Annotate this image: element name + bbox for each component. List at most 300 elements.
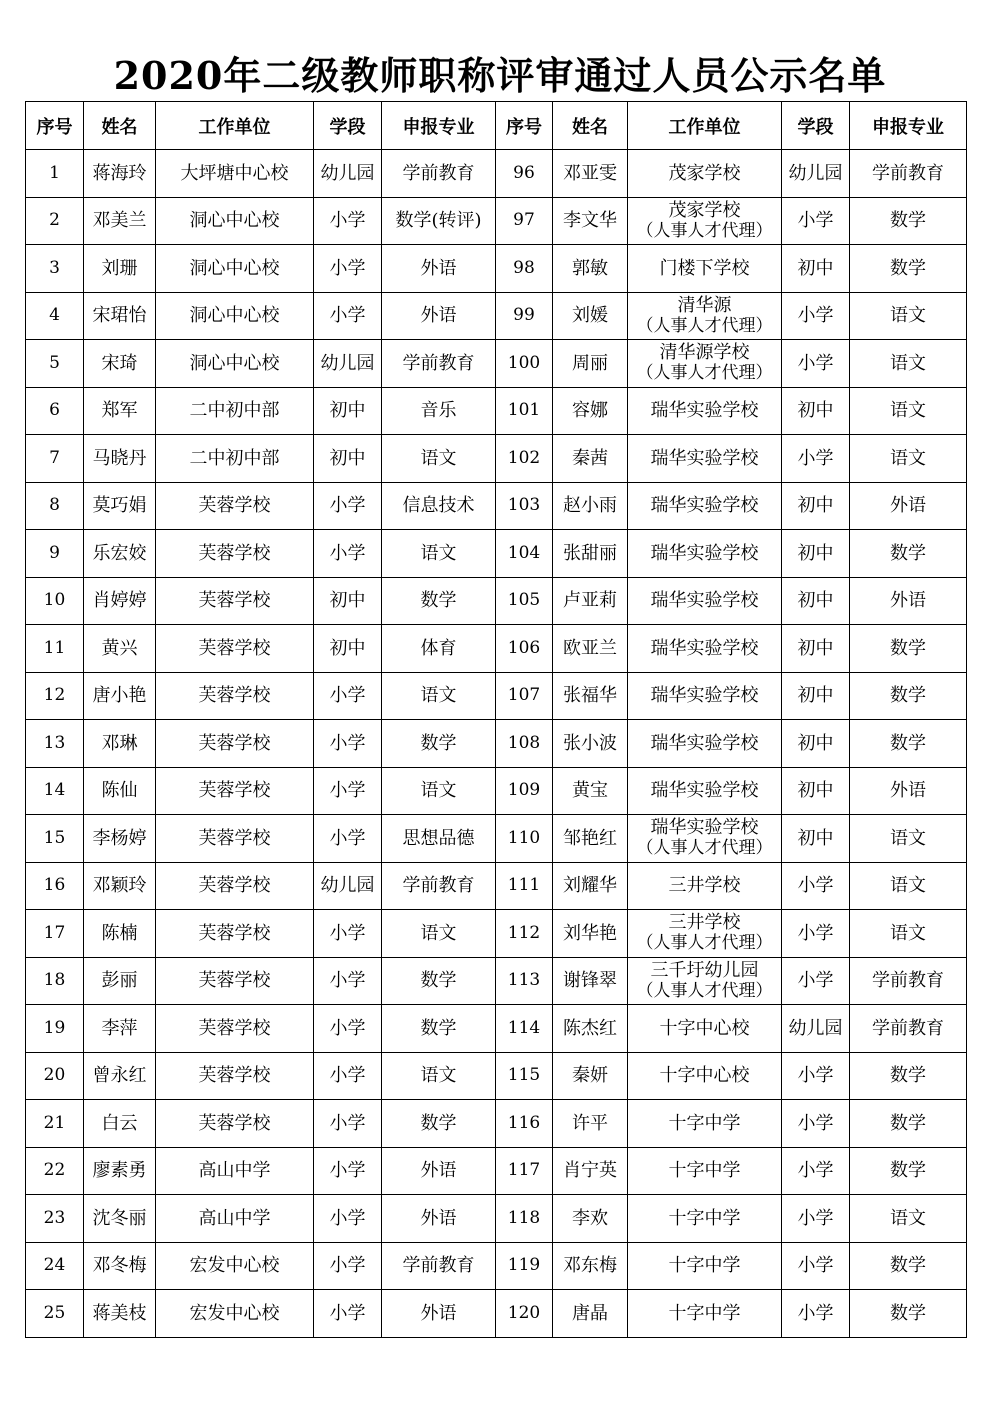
stage-cell-right: 小学 <box>782 862 850 910</box>
header-stage-right: 学段 <box>782 102 850 150</box>
header-unit-right: 工作单位 <box>628 102 782 150</box>
seq-cell-right: 100 <box>496 340 553 388</box>
name-cell-right: 唐晶 <box>553 1290 628 1338</box>
unit-cell-right: 门楼下学校 <box>628 245 782 293</box>
unit-cell-right: 十字中学 <box>628 1242 782 1290</box>
unit-cell-right: 三井学校 <box>628 862 782 910</box>
unit-cell-left: 芙蓉学校 <box>156 815 314 863</box>
seq-cell-left: 15 <box>26 815 84 863</box>
unit-agency-note: （人事人才代理） <box>636 838 773 859</box>
name-cell-left: 邓颖玲 <box>84 862 156 910</box>
table-row <box>26 862 967 910</box>
header-name-right: 姓名 <box>553 102 628 150</box>
unit-name: 瑞华实验学校 <box>650 817 759 839</box>
stage-cell-left: 小学 <box>314 672 382 720</box>
name-cell-left: 宋珺怡 <box>84 292 156 340</box>
table-row <box>26 1290 967 1338</box>
stage-cell-right: 小学 <box>782 957 850 1005</box>
unit-cell-right: 瑞华实验学校 <box>628 530 782 578</box>
unit-cell-right <box>628 340 782 388</box>
stage-cell-right: 小学 <box>782 435 850 483</box>
major-cell-left: 学前教育 <box>382 1242 496 1290</box>
name-cell-left: 李杨婷 <box>84 815 156 863</box>
unit-name: 三井学校 <box>668 912 741 934</box>
unit-cell-left: 芙蓉学校 <box>156 1100 314 1148</box>
unit-cell-right: 瑞华实验学校 <box>628 577 782 625</box>
name-cell-left: 邓美兰 <box>84 197 156 245</box>
major-cell-right: 数学 <box>850 530 967 578</box>
unit-cell-left: 宏发中心校 <box>156 1242 314 1290</box>
seq-cell-right: 96 <box>496 150 553 198</box>
name-cell-left: 宋琦 <box>84 340 156 388</box>
stage-cell-left: 小学 <box>314 1290 382 1338</box>
stage-cell-right: 初中 <box>782 672 850 720</box>
seq-cell-left: 11 <box>26 625 84 673</box>
stage-cell-right: 幼儿园 <box>782 150 850 198</box>
unit-name: 清华源 <box>677 294 732 316</box>
table-row <box>26 197 967 245</box>
major-cell-left: 学前教育 <box>382 340 496 388</box>
seq-cell-left: 3 <box>26 245 84 293</box>
seq-cell-right: 112 <box>496 910 553 958</box>
unit-cell-right <box>628 910 782 958</box>
stage-cell-right: 小学 <box>782 292 850 340</box>
unit-cell-right: 十字中学 <box>628 1147 782 1195</box>
unit-cell-left: 芙蓉学校 <box>156 720 314 768</box>
unit-cell-left: 洞心中心校 <box>156 292 314 340</box>
name-cell-right: 李欢 <box>553 1195 628 1243</box>
major-cell-right: 语文 <box>850 292 967 340</box>
major-cell-left: 外语 <box>382 1195 496 1243</box>
major-cell-left: 数学(转评) <box>382 197 496 245</box>
unit-name: 茂家学校 <box>668 199 741 221</box>
major-cell-right: 数学 <box>850 672 967 720</box>
stage-cell-left: 小学 <box>314 1052 382 1100</box>
seq-cell-right: 107 <box>496 672 553 720</box>
seq-cell-left: 17 <box>26 910 84 958</box>
name-cell-right: 张小波 <box>553 720 628 768</box>
header-unit-left: 工作单位 <box>156 102 314 150</box>
stage-cell-left: 小学 <box>314 910 382 958</box>
seq-cell-right: 120 <box>496 1290 553 1338</box>
major-cell-right: 数学 <box>850 625 967 673</box>
unit-cell-right: 茂家学校 <box>628 150 782 198</box>
seq-cell-left: 7 <box>26 435 84 483</box>
major-cell-left: 语文 <box>382 910 496 958</box>
seq-cell-right: 108 <box>496 720 553 768</box>
unit-agency-note: （人事人才代理） <box>636 220 773 241</box>
table-header-row <box>26 102 967 150</box>
major-cell-left: 外语 <box>382 245 496 293</box>
name-cell-right: 郭敏 <box>553 245 628 293</box>
unit-cell-right: 瑞华实验学校 <box>628 387 782 435</box>
name-cell-left: 乐宏姣 <box>84 530 156 578</box>
table-row <box>26 292 967 340</box>
seq-cell-left: 16 <box>26 862 84 910</box>
seq-cell-left: 6 <box>26 387 84 435</box>
seq-cell-left: 13 <box>26 720 84 768</box>
stage-cell-left: 初中 <box>314 577 382 625</box>
unit-cell-left: 芙蓉学校 <box>156 1005 314 1053</box>
name-cell-left: 蒋海玲 <box>84 150 156 198</box>
seq-cell-left: 23 <box>26 1195 84 1243</box>
major-cell-right: 语文 <box>850 387 967 435</box>
name-cell-left: 陈仙 <box>84 767 156 815</box>
unit-cell-left: 芙蓉学校 <box>156 672 314 720</box>
table-row <box>26 910 967 958</box>
table-row <box>26 1147 967 1195</box>
stage-cell-left: 小学 <box>314 815 382 863</box>
stage-cell-left: 小学 <box>314 197 382 245</box>
stage-cell-left: 小学 <box>314 530 382 578</box>
table-row <box>26 1195 967 1243</box>
seq-cell-right: 99 <box>496 292 553 340</box>
major-cell-right: 数学 <box>850 197 967 245</box>
major-cell-left: 语文 <box>382 1052 496 1100</box>
unit-cell-left: 芙蓉学校 <box>156 577 314 625</box>
stage-cell-left: 小学 <box>314 957 382 1005</box>
seq-cell-left: 20 <box>26 1052 84 1100</box>
unit-cell-left: 大坪塘中心校 <box>156 150 314 198</box>
unit-cell-right: 瑞华实验学校 <box>628 672 782 720</box>
major-cell-left: 数学 <box>382 957 496 1005</box>
stage-cell-left: 小学 <box>314 1147 382 1195</box>
name-cell-right: 容娜 <box>553 387 628 435</box>
name-cell-right: 赵小雨 <box>553 482 628 530</box>
major-cell-right: 语文 <box>850 862 967 910</box>
major-cell-right: 数学 <box>850 245 967 293</box>
seq-cell-right: 117 <box>496 1147 553 1195</box>
major-cell-right: 语文 <box>850 340 967 388</box>
unit-cell-left: 芙蓉学校 <box>156 767 314 815</box>
table-body <box>26 150 967 1338</box>
unit-cell-right: 瑞华实验学校 <box>628 767 782 815</box>
stage-cell-left: 初中 <box>314 435 382 483</box>
header-name-left: 姓名 <box>84 102 156 150</box>
seq-cell-left: 12 <box>26 672 84 720</box>
unit-cell-left: 二中初中部 <box>156 435 314 483</box>
unit-cell-left: 芙蓉学校 <box>156 910 314 958</box>
name-cell-right: 李文华 <box>553 197 628 245</box>
major-cell-left: 外语 <box>382 1290 496 1338</box>
stage-cell-left: 小学 <box>314 1195 382 1243</box>
major-cell-right: 数学 <box>850 720 967 768</box>
name-cell-left: 廖素勇 <box>84 1147 156 1195</box>
seq-cell-right: 104 <box>496 530 553 578</box>
stage-cell-right: 小学 <box>782 1100 850 1148</box>
seq-cell-left: 5 <box>26 340 84 388</box>
unit-cell-right: 十字中心校 <box>628 1005 782 1053</box>
stage-cell-left: 初中 <box>314 387 382 435</box>
table-row <box>26 1052 967 1100</box>
major-cell-left: 数学 <box>382 1100 496 1148</box>
unit-cell-left: 芙蓉学校 <box>156 957 314 1005</box>
major-cell-right: 数学 <box>850 1100 967 1148</box>
stage-cell-left: 小学 <box>314 292 382 340</box>
major-cell-left: 思想品德 <box>382 815 496 863</box>
name-cell-right: 张福华 <box>553 672 628 720</box>
table-row <box>26 720 967 768</box>
page-title: 2020年二级教师职称评审通过人员公示名单 <box>113 53 887 98</box>
major-cell-left: 语文 <box>382 767 496 815</box>
table-row <box>26 625 967 673</box>
unit-cell-left: 高山中学 <box>156 1195 314 1243</box>
major-cell-right: 学前教育 <box>850 1005 967 1053</box>
name-cell-left: 唐小艳 <box>84 672 156 720</box>
unit-cell-left: 芙蓉学校 <box>156 862 314 910</box>
unit-cell-left: 二中初中部 <box>156 387 314 435</box>
name-cell-right: 邓亚雯 <box>553 150 628 198</box>
stage-cell-left: 小学 <box>314 482 382 530</box>
unit-cell-right: 瑞华实验学校 <box>628 720 782 768</box>
name-cell-right: 邹艳红 <box>553 815 628 863</box>
name-cell-left: 莫巧娟 <box>84 482 156 530</box>
seq-cell-right: 97 <box>496 197 553 245</box>
table-row <box>26 245 967 293</box>
seq-cell-right: 111 <box>496 862 553 910</box>
unit-cell-right <box>628 815 782 863</box>
table-row <box>26 1100 967 1148</box>
stage-cell-right: 初中 <box>782 767 850 815</box>
unit-cell-right: 瑞华实验学校 <box>628 435 782 483</box>
major-cell-right: 数学 <box>850 1290 967 1338</box>
major-cell-right: 外语 <box>850 482 967 530</box>
seq-cell-left: 1 <box>26 150 84 198</box>
major-cell-right: 数学 <box>850 1052 967 1100</box>
major-cell-left: 体育 <box>382 625 496 673</box>
stage-cell-right: 初中 <box>782 720 850 768</box>
name-cell-right: 秦妍 <box>553 1052 628 1100</box>
stage-cell-left: 幼儿园 <box>314 340 382 388</box>
seq-cell-right: 118 <box>496 1195 553 1243</box>
seq-cell-left: 2 <box>26 197 84 245</box>
stage-cell-right: 小学 <box>782 1195 850 1243</box>
stage-cell-left: 小学 <box>314 1242 382 1290</box>
name-cell-right: 许平 <box>553 1100 628 1148</box>
seq-cell-left: 18 <box>26 957 84 1005</box>
stage-cell-left: 幼儿园 <box>314 150 382 198</box>
unit-agency-note: （人事人才代理） <box>636 933 773 954</box>
seq-cell-right: 103 <box>496 482 553 530</box>
seq-cell-left: 10 <box>26 577 84 625</box>
unit-agency-note: （人事人才代理） <box>636 980 773 1001</box>
name-cell-right: 欧亚兰 <box>553 625 628 673</box>
major-cell-right: 外语 <box>850 767 967 815</box>
stage-cell-left: 幼儿园 <box>314 862 382 910</box>
seq-cell-left: 9 <box>26 530 84 578</box>
name-cell-right: 黄宝 <box>553 767 628 815</box>
name-cell-left: 郑军 <box>84 387 156 435</box>
table-row <box>26 387 967 435</box>
major-cell-left: 学前教育 <box>382 862 496 910</box>
unit-cell-right: 十字中学 <box>628 1195 782 1243</box>
name-cell-right: 谢锋翠 <box>553 957 628 1005</box>
major-cell-left: 外语 <box>382 292 496 340</box>
name-cell-left: 彭丽 <box>84 957 156 1005</box>
stage-cell-right: 小学 <box>782 910 850 958</box>
unit-cell-right: 十字中学 <box>628 1100 782 1148</box>
name-cell-left: 陈楠 <box>84 910 156 958</box>
stage-cell-right: 初中 <box>782 815 850 863</box>
seq-cell-right: 109 <box>496 767 553 815</box>
seq-cell-right: 101 <box>496 387 553 435</box>
table-row <box>26 340 967 388</box>
name-cell-left: 刘珊 <box>84 245 156 293</box>
table-row <box>26 815 967 863</box>
name-cell-left: 曾永红 <box>84 1052 156 1100</box>
unit-name: 三千圩幼儿园 <box>650 959 759 981</box>
name-cell-left: 蒋美枝 <box>84 1290 156 1338</box>
seq-cell-left: 14 <box>26 767 84 815</box>
unit-cell-right: 十字中心校 <box>628 1052 782 1100</box>
table-row <box>26 482 967 530</box>
header-major-right: 申报专业 <box>850 102 967 150</box>
seq-cell-right: 102 <box>496 435 553 483</box>
unit-name: 清华源学校 <box>659 342 750 364</box>
seq-cell-left: 24 <box>26 1242 84 1290</box>
header-seq-right: 序号 <box>496 102 553 150</box>
stage-cell-right: 小学 <box>782 1290 850 1338</box>
unit-cell-right <box>628 197 782 245</box>
table-row <box>26 1242 967 1290</box>
unit-cell-left: 洞心中心校 <box>156 245 314 293</box>
unit-cell-left: 高山中学 <box>156 1147 314 1195</box>
name-cell-right: 张甜丽 <box>553 530 628 578</box>
seq-cell-right: 106 <box>496 625 553 673</box>
stage-cell-right: 初中 <box>782 577 850 625</box>
unit-cell-left: 芙蓉学校 <box>156 530 314 578</box>
name-cell-right: 陈杰红 <box>553 1005 628 1053</box>
table-row <box>26 957 967 1005</box>
name-cell-left: 沈冬丽 <box>84 1195 156 1243</box>
stage-cell-right: 小学 <box>782 197 850 245</box>
table-row <box>26 767 967 815</box>
stage-cell-right: 初中 <box>782 625 850 673</box>
table-row <box>26 150 967 198</box>
name-cell-right: 周丽 <box>553 340 628 388</box>
unit-cell-right: 瑞华实验学校 <box>628 625 782 673</box>
table-row <box>26 577 967 625</box>
stage-cell-left: 小学 <box>314 1005 382 1053</box>
stage-cell-left: 小学 <box>314 720 382 768</box>
seq-cell-right: 114 <box>496 1005 553 1053</box>
unit-cell-left: 宏发中心校 <box>156 1290 314 1338</box>
seq-cell-left: 22 <box>26 1147 84 1195</box>
seq-cell-left: 4 <box>26 292 84 340</box>
table-row <box>26 530 967 578</box>
seq-cell-right: 98 <box>496 245 553 293</box>
name-cell-right: 卢亚莉 <box>553 577 628 625</box>
unit-cell-left: 洞心中心校 <box>156 340 314 388</box>
roster-table <box>25 101 967 1338</box>
table-row <box>26 1005 967 1053</box>
seq-cell-right: 115 <box>496 1052 553 1100</box>
table-row <box>26 672 967 720</box>
seq-cell-left: 21 <box>26 1100 84 1148</box>
stage-cell-right: 小学 <box>782 1147 850 1195</box>
unit-cell-left: 芙蓉学校 <box>156 482 314 530</box>
header-seq-left: 序号 <box>26 102 84 150</box>
major-cell-right: 学前教育 <box>850 150 967 198</box>
stage-cell-left: 小学 <box>314 767 382 815</box>
stage-cell-left: 小学 <box>314 1100 382 1148</box>
seq-cell-left: 19 <box>26 1005 84 1053</box>
name-cell-right: 刘华艳 <box>553 910 628 958</box>
stage-cell-left: 小学 <box>314 245 382 293</box>
table-row <box>26 435 967 483</box>
major-cell-left: 数学 <box>382 577 496 625</box>
major-cell-right: 数学 <box>850 1147 967 1195</box>
seq-cell-right: 119 <box>496 1242 553 1290</box>
stage-cell-left: 初中 <box>314 625 382 673</box>
major-cell-right: 语文 <box>850 910 967 958</box>
name-cell-left: 马晓丹 <box>84 435 156 483</box>
name-cell-left: 邓冬梅 <box>84 1242 156 1290</box>
stage-cell-right: 初中 <box>782 387 850 435</box>
seq-cell-right: 113 <box>496 957 553 1005</box>
seq-cell-right: 116 <box>496 1100 553 1148</box>
major-cell-left: 外语 <box>382 1147 496 1195</box>
major-cell-left: 语文 <box>382 672 496 720</box>
name-cell-right: 刘耀华 <box>553 862 628 910</box>
name-cell-left: 邓琳 <box>84 720 156 768</box>
header-major-left: 申报专业 <box>382 102 496 150</box>
unit-agency-note: （人事人才代理） <box>636 315 773 336</box>
major-cell-left: 信息技术 <box>382 482 496 530</box>
seq-cell-left: 8 <box>26 482 84 530</box>
seq-cell-left: 25 <box>26 1290 84 1338</box>
major-cell-right: 语文 <box>850 435 967 483</box>
stage-cell-right: 初中 <box>782 530 850 578</box>
major-cell-left: 音乐 <box>382 387 496 435</box>
header-stage-left: 学段 <box>314 102 382 150</box>
major-cell-left: 数学 <box>382 1005 496 1053</box>
unit-cell-right: 瑞华实验学校 <box>628 482 782 530</box>
major-cell-left: 语文 <box>382 530 496 578</box>
major-cell-right: 数学 <box>850 1242 967 1290</box>
unit-cell-left: 芙蓉学校 <box>156 625 314 673</box>
seq-cell-right: 105 <box>496 577 553 625</box>
major-cell-right: 语文 <box>850 1195 967 1243</box>
major-cell-right: 外语 <box>850 577 967 625</box>
unit-cell-right <box>628 957 782 1005</box>
stage-cell-right: 小学 <box>782 340 850 388</box>
major-cell-left: 学前教育 <box>382 150 496 198</box>
stage-cell-right: 幼儿园 <box>782 1005 850 1053</box>
stage-cell-right: 初中 <box>782 245 850 293</box>
unit-cell-right: 十字中学 <box>628 1290 782 1338</box>
stage-cell-right: 小学 <box>782 1242 850 1290</box>
stage-cell-right: 初中 <box>782 482 850 530</box>
name-cell-left: 肖婷婷 <box>84 577 156 625</box>
stage-cell-right: 小学 <box>782 1052 850 1100</box>
seq-cell-right: 110 <box>496 815 553 863</box>
major-cell-left: 数学 <box>382 720 496 768</box>
name-cell-left: 黄兴 <box>84 625 156 673</box>
major-cell-right: 学前教育 <box>850 957 967 1005</box>
name-cell-right: 刘媛 <box>553 292 628 340</box>
name-cell-left: 白云 <box>84 1100 156 1148</box>
unit-cell-left: 洞心中心校 <box>156 197 314 245</box>
name-cell-left: 李萍 <box>84 1005 156 1053</box>
name-cell-right: 秦茜 <box>553 435 628 483</box>
name-cell-right: 邓东梅 <box>553 1242 628 1290</box>
unit-cell-left: 芙蓉学校 <box>156 1052 314 1100</box>
major-cell-left: 语文 <box>382 435 496 483</box>
name-cell-right: 肖宁英 <box>553 1147 628 1195</box>
major-cell-right: 语文 <box>850 815 967 863</box>
unit-cell-right <box>628 292 782 340</box>
